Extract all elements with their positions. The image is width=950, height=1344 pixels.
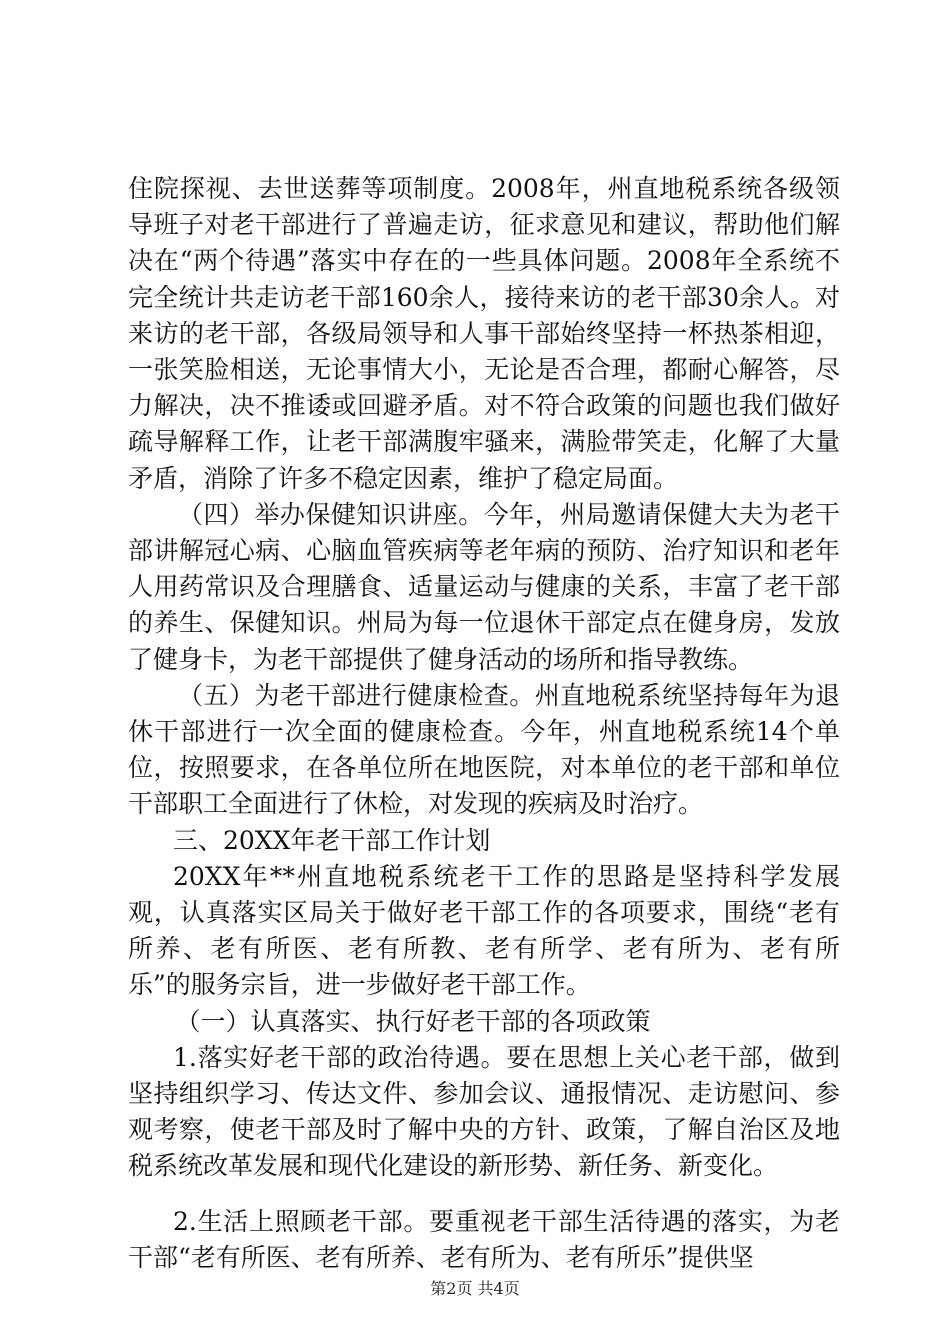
document-body xyxy=(128,171,840,1276)
section-heading-plan: 三、20XX年老干部工作计划 xyxy=(173,825,491,855)
paragraph-living-care: 2.生活上照顾老干部。要重视老干部生活待遇的落实，为老干部“老有所医、老有所养、老有所为、老有所乐”提供坚 xyxy=(128,1206,840,1272)
subheading-policies: （一）认真落实、执行好老干部的各项政策 xyxy=(175,1006,651,1036)
paragraph-political-treatment: 1.落实好老干部的政治待遇。要在思想上关心老干部，做到坚持组织学习、传达文件、参加会议、通报情况、走访慰问、参观考察，使老干部及时了解中央的方针、政策，了解自治区及地税系统改革发展和现代化建设的新形势、新任务、新变化。 xyxy=(128,1042,840,1181)
paragraph-visits: 住院探视、去世送葬等项制度。2008年，州直地税系统各级领导班子对老干部进行了普遍走访，征求意见和建议，帮助他们解决在“两个待遇”落实中存在的一些具体问题。2008年全系统不完全统计共走访老干部160余人，接待来访的老干部30余人。对来访的老干部，各级局领导和人事干部始终坚持一杯热茶相迎，一张笑脸相送，无论事情大小，无论是否合理，都耐心解答，尽力解决，决不推诿或回避矛盾。对不符合政策的问题也我们做好疏导解释工作，让老干部满腹牢骚来，满脸带笑走，化解了大量矛盾，消除了许多不稳定因素，维护了稳定局面。 xyxy=(128,174,840,493)
paragraph-health-check: （五）为老干部进行健康检查。州直地税系统坚持每年为退休干部进行一次全面的健康检查。今年，州直地税系统14个单位，按照要求，在各单位所在地医院，对本单位的老干部和单位干部职工全面进行了休检，对发现的疾病及时治疗。 xyxy=(128,680,840,819)
page-number: 第2页 共4页 xyxy=(430,1279,520,1298)
paragraph-health-lecture: （四）举办保健知识讲座。今年，州局邀请保健大夫为老干部讲解冠心病、心脑血管疾病等老年病的预防、治疗知识和老年人用药常识及合理膳食、适量运动与健康的关系，丰富了老干部的养生、保健知识。州局为每一位退休干部定点在健身房，发放了健身卡，为老干部提供了健身活动的场所和指导教练。 xyxy=(128,499,840,674)
paragraph-plan-intro: 20XX年**州直地税系统老干工作的思路是坚持科学发展观，认真落实区局关于做好老干部工作的各项要求，围绕“老有所养、老有所医、老有所教、老有所学、老有所为、老有所乐”的服务宗旨，进一步做好老干部工作。 xyxy=(128,861,840,1000)
